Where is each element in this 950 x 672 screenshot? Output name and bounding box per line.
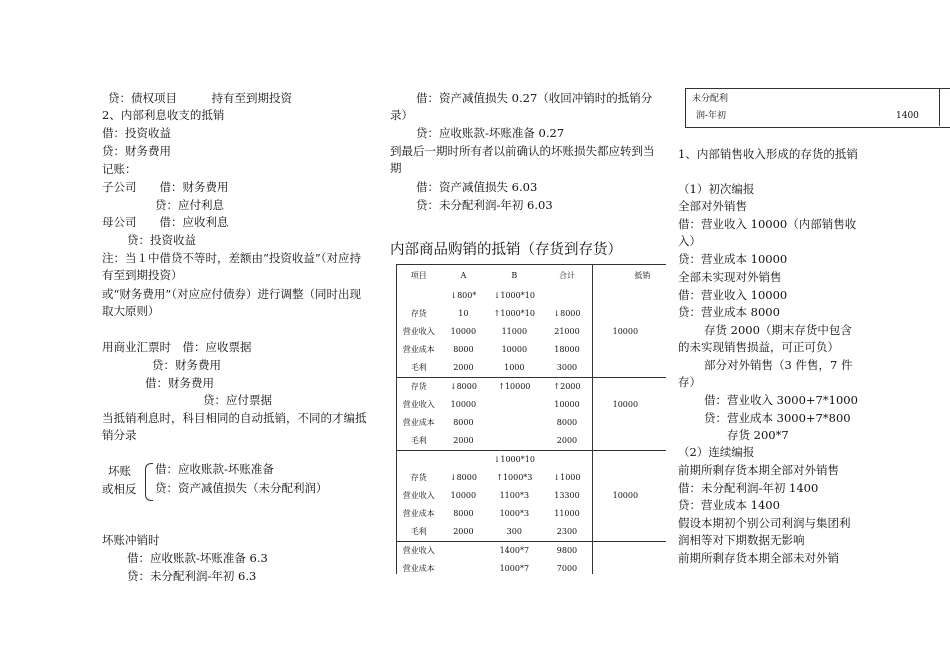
text-line: 存货 200*7 xyxy=(727,428,789,442)
table-cell xyxy=(440,541,486,560)
table-header-row xyxy=(397,265,667,287)
table-cell: 11000 xyxy=(542,505,592,523)
table-cell: 营业成本 xyxy=(402,418,435,427)
table-cell: 存货 xyxy=(410,473,427,482)
table-row xyxy=(397,505,667,523)
table-cell xyxy=(592,377,638,396)
note-paragraph: 或“财务费用”（对应应付债券）进行调整（同时出现取大原则） xyxy=(102,287,362,318)
table-cell xyxy=(638,414,666,432)
table-row xyxy=(397,487,667,505)
table-cell xyxy=(592,432,638,451)
table-row xyxy=(397,323,667,341)
table-header-cell: B xyxy=(511,271,518,281)
box-label: 润-年初 xyxy=(696,111,727,121)
table-cell: 9800 xyxy=(542,541,592,560)
text-line: 全部对外销售 xyxy=(678,199,747,213)
text-line: 借：营业收入 10000 xyxy=(678,288,788,302)
text-line: 借：应收账款-坏账准备 6.3 xyxy=(127,551,268,565)
table-cell xyxy=(638,450,666,469)
table-cell: 10000 xyxy=(612,327,639,336)
text-line: 前期所剩存货本期全部对外销售 xyxy=(678,463,839,477)
section-title: 内部商品购销的抵销（存货到存货） xyxy=(390,242,622,258)
table-cell: ↓800* xyxy=(450,291,477,300)
text-line: 用商业汇票时 借：应收票据 xyxy=(102,340,252,354)
table-cell xyxy=(592,414,638,432)
table-cell: 21000 xyxy=(542,323,592,341)
text-line: 部分对外销售（3 件售，7 件存） xyxy=(678,358,853,389)
table-cell: 10000 xyxy=(542,396,592,414)
table-cell xyxy=(638,323,666,341)
text-line: 贷：资产减值损失（未分配利润） xyxy=(155,481,328,495)
table-cell: ↑10000 xyxy=(498,382,531,391)
table-cell: 10000 xyxy=(450,400,477,409)
text-line: 贷：营业成本 8000 xyxy=(678,305,780,319)
text-line: 借：财务费用 xyxy=(145,376,214,390)
table-row xyxy=(397,414,667,432)
text-line: 全部未实现对外销售 xyxy=(678,270,782,284)
table-cell: 2000 xyxy=(440,359,486,378)
table-cell xyxy=(542,450,592,469)
table-cell: 营业收入 xyxy=(402,327,435,336)
table-row xyxy=(397,469,667,487)
table-cell: 存货 xyxy=(410,382,427,391)
table-cell: 2000 xyxy=(542,432,592,451)
table-cell: ↓8000 xyxy=(449,473,477,482)
table-cell: 8000 xyxy=(542,414,592,432)
text-line: 存货 2000（期末存货中包含的未实现销售损益，可正可负） xyxy=(678,323,852,354)
text-line: 借：投资收益 xyxy=(102,126,171,140)
table-cell: ↑1000*10 xyxy=(493,309,535,318)
text-line: 母公司 借：应收利息 xyxy=(102,215,229,229)
table-cell: ↓1000 xyxy=(542,469,592,487)
text-line: 子公司 借：财务费用 xyxy=(102,180,229,194)
table-cell: 营业成本 xyxy=(402,345,435,354)
table-cell: 1000*3 xyxy=(499,509,530,518)
table-cell xyxy=(638,541,666,560)
text-line: 贷：未分配利润-年初 6.3 xyxy=(127,569,257,583)
text-line: 贷：债权项目 持有至到期投资 xyxy=(108,91,292,105)
table-cell: ↓1000*10 xyxy=(493,455,535,464)
table-cell: 10000 xyxy=(501,345,528,354)
table-cell: 毛利 xyxy=(397,523,441,542)
table-cell: 3000 xyxy=(542,359,592,378)
table-cell xyxy=(592,469,638,487)
text-line: 贷：未分配利润-年初 6.03 xyxy=(416,198,553,212)
table-cell xyxy=(592,359,638,378)
text-line: 贷：应付票据 xyxy=(203,393,272,407)
table-wrapper xyxy=(396,264,666,574)
table-cell: 13300 xyxy=(542,487,592,505)
brace-label: 或相反 xyxy=(102,482,137,496)
table-cell xyxy=(638,432,666,451)
table-cell xyxy=(592,305,638,323)
table-row xyxy=(397,560,667,575)
table-cell: 1000 xyxy=(486,359,542,378)
text-line: 贷：应付利息 xyxy=(155,198,224,212)
table-cell xyxy=(638,505,666,523)
text-line: 借：应收账款-坏账准备 xyxy=(155,462,274,476)
text-line: 贷：营业成本 1400 xyxy=(678,498,780,512)
table-cell: 毛利 xyxy=(397,359,441,378)
text-line: 借：营业收入 10000（内部销售收入） xyxy=(678,217,857,248)
box-label: 未分配利 xyxy=(692,94,729,104)
table-cell: 2300 xyxy=(542,523,592,542)
table-cell xyxy=(638,469,666,487)
table-cell: 8000 xyxy=(453,509,474,518)
table-cell xyxy=(638,305,666,323)
table-row xyxy=(397,450,667,469)
table-cell: ↑2000 xyxy=(542,377,592,396)
table-row xyxy=(397,341,667,359)
table-cell xyxy=(638,341,666,359)
table-cell: 营业成本 xyxy=(402,564,435,573)
text-line: 贷：投资收益 xyxy=(127,233,196,247)
table-row xyxy=(397,359,667,378)
table-cell xyxy=(638,523,666,542)
table-cell xyxy=(592,505,638,523)
text-line: 借：资产减值损失 0.27（收回冲销时的抵销分录） xyxy=(390,91,653,122)
table-cell xyxy=(397,287,441,305)
table-cell xyxy=(592,523,638,542)
table-cell xyxy=(592,287,638,305)
table-cell: 300 xyxy=(486,523,542,542)
table-cell xyxy=(486,432,542,451)
table-cell xyxy=(592,541,638,560)
table-cell: 营业收入 xyxy=(402,400,435,409)
table-cell: 存货 xyxy=(410,309,427,318)
table-cell xyxy=(638,396,666,414)
text-line: 前期所剩存货本期全部未对外销 xyxy=(678,551,839,565)
table-cell xyxy=(592,450,638,469)
table-header-cell: 合计 xyxy=(542,265,592,287)
table-row xyxy=(397,396,667,414)
table-cell: 毛利 xyxy=(397,432,441,451)
table-cell: 8000 xyxy=(453,418,474,427)
table-cell: 1000*7 xyxy=(499,564,530,573)
table-cell xyxy=(440,450,486,469)
table-row xyxy=(397,523,667,542)
text-line: 贷：应收账款-坏账准备 0.27 xyxy=(416,126,565,140)
t-account-divider xyxy=(939,88,950,126)
text-line: 到最后一期时所有者以前确认的坏账损失都应转到当期 xyxy=(390,144,655,175)
text-line: 借：未分配利润-年初 1400 xyxy=(678,481,819,495)
text-line: 记账： xyxy=(102,162,137,176)
box-value: 1400 xyxy=(896,111,919,121)
text-line: 贷：财务费用 xyxy=(152,358,221,372)
table-cell: 10000 xyxy=(612,400,639,409)
text-line: （1）初次编报 xyxy=(678,182,755,196)
table-cell: 10 xyxy=(458,309,469,318)
table-cell xyxy=(440,560,486,575)
table-row xyxy=(397,305,667,323)
table-cell: 1400*7 xyxy=(499,546,530,555)
brace-icon xyxy=(145,463,153,501)
table-cell xyxy=(592,341,638,359)
note-paragraph: 当抵销利息时，科目相同的自动抵销，不同的才编抵销分录 xyxy=(102,411,367,442)
table-row xyxy=(397,287,667,305)
text-line: 坏账冲销时 xyxy=(102,533,160,547)
table-cell xyxy=(638,487,666,505)
table-cell xyxy=(638,359,666,378)
table-cell: 18000 xyxy=(542,341,592,359)
text-line: （2）连续编报 xyxy=(678,445,755,459)
table-cell xyxy=(542,287,592,305)
table-cell: 10000 xyxy=(450,327,477,336)
note-paragraph: 注：当１中借贷不等时，差额由“投资收益”（对应持有至到期投资） xyxy=(102,251,362,282)
section-heading: 1、内部销售收入形成的存货的抵销 xyxy=(678,147,858,161)
table-cell xyxy=(397,450,441,469)
table-cell: 营业收入 xyxy=(402,546,435,555)
table-cell: 营业收入 xyxy=(402,491,435,500)
table-cell: 7000 xyxy=(542,560,592,575)
table-cell: 10000 xyxy=(450,491,477,500)
table-row xyxy=(397,377,667,396)
table-cell: 8000 xyxy=(453,345,474,354)
section-heading: 2、内部利息收支的抵销 xyxy=(102,108,225,122)
table-cell: 11000 xyxy=(501,327,528,336)
table-cell xyxy=(486,396,542,414)
table-cell xyxy=(638,377,666,396)
table-cell: 2000 xyxy=(440,432,486,451)
elimination-table xyxy=(396,264,666,574)
table-header-cell: A xyxy=(460,271,467,281)
text-line: 贷：营业成本 3000+7*800 xyxy=(704,411,851,425)
table-row xyxy=(397,432,667,451)
table-header-cell: 项目 xyxy=(410,271,427,281)
table-cell xyxy=(638,560,666,575)
table-cell: 10000 xyxy=(612,491,639,500)
text-line: 借：资产减值损失 6.03 xyxy=(416,180,538,194)
text-line: 贷：营业成本 10000 xyxy=(678,252,788,266)
table-cell xyxy=(638,287,666,305)
table-cell: 2000 xyxy=(440,523,486,542)
table-cell: 营业成本 xyxy=(402,509,435,518)
table-cell: ↓1000*10 xyxy=(493,291,535,300)
table-cell xyxy=(486,414,542,432)
table-cell xyxy=(592,560,638,575)
text-line: 借：营业收入 3000+7*1000 xyxy=(704,393,858,407)
table-cell: ↓8000 xyxy=(449,382,477,391)
table-cell: ↓8000 xyxy=(542,305,592,323)
table-cell: ↑1000*3 xyxy=(496,473,533,482)
brace-label: 坏账 xyxy=(108,464,131,478)
text-line: 假设本期初个别公司利润与集团利润相等对下期数据无影响 xyxy=(678,516,851,547)
table-header-cell: 抵销 xyxy=(634,271,651,281)
table-row xyxy=(397,541,667,560)
text-line: 贷：财务费用 xyxy=(102,144,171,158)
table-cell: 1100*3 xyxy=(499,491,530,500)
